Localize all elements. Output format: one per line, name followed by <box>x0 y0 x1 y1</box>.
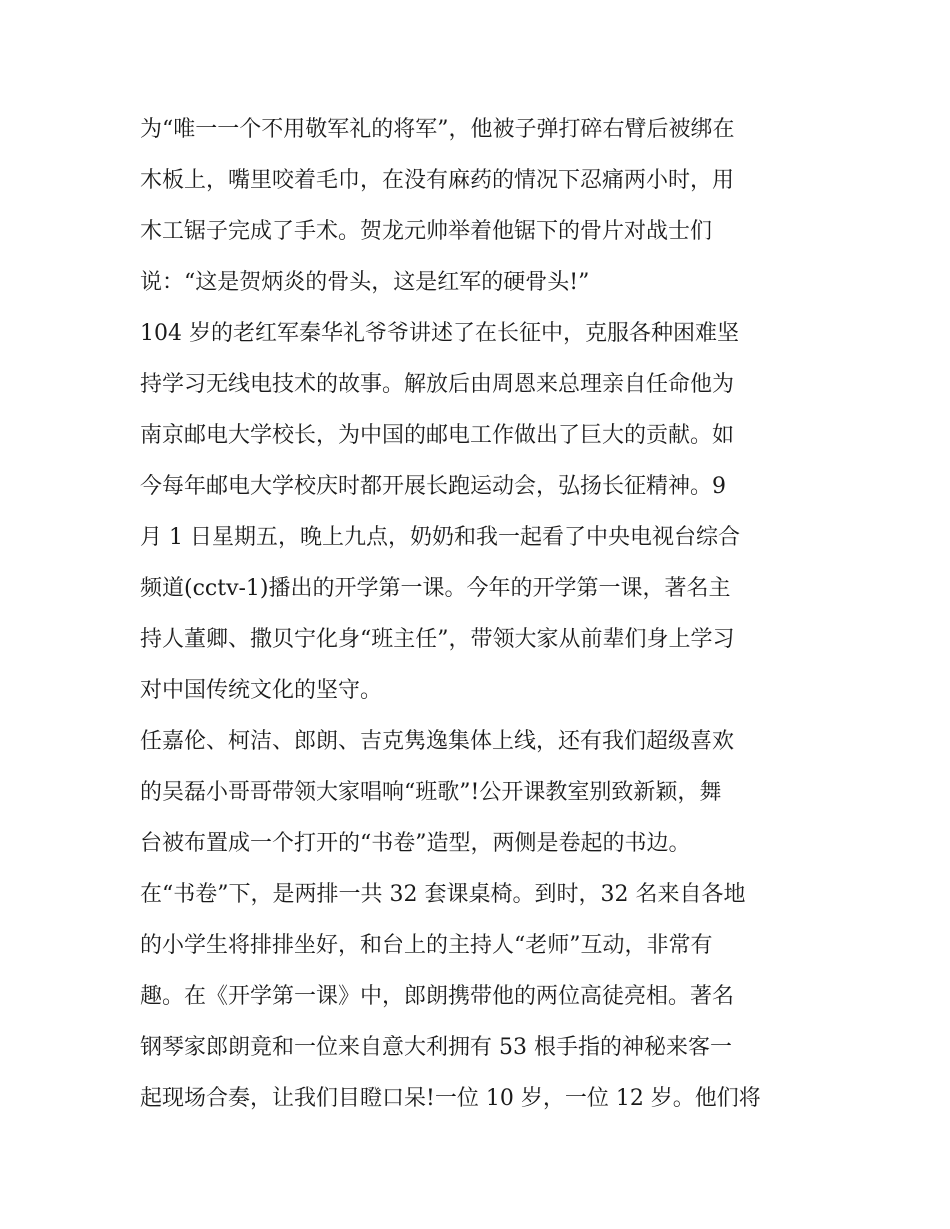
text-line: 为“唯一一个不用敬军礼的将军”，他被子弹打碎右臂后被绑在 <box>140 117 735 142</box>
text-line: 任嘉伦、柯洁、郎朗、吉克隽逸集体上线，还有我们超级喜欢 <box>140 729 735 754</box>
paragraph-4 <box>140 869 812 1124</box>
text-line: 104 岁的老红军秦华礼爷爷讲述了在长征中，克服各种困难坚 <box>140 321 739 346</box>
text-line: 木工锯子完成了手术。贺龙元帅举着他锯下的骨片对战士们 <box>140 219 713 244</box>
text-line: 的小学生将排排坐好，和台上的主持人“老师”互动，非常有 <box>140 933 713 958</box>
text-line: 木板上，嘴里咬着毛巾，在没有麻药的情况下忍痛两小时，用 <box>140 168 735 193</box>
text-line: 持学习无线电技术的故事。解放后由周恩来总理亲自任命他为 <box>140 372 735 397</box>
document-body <box>140 104 812 1124</box>
text-line: 今每年邮电大学校庆时都开展长跑运动会，弘扬长征精神。9 <box>140 474 726 499</box>
text-line: 台被布置成一个打开的“书卷”造型，两侧是卷起的书边。 <box>140 831 691 856</box>
paragraph-1 <box>140 104 812 308</box>
text-line: 的吴磊小哥哥带领大家唱响“班歌”!公开课教室别致新颖，舞 <box>140 780 722 805</box>
text-line: 对中国传统文化的坚守。 <box>140 678 383 703</box>
paragraph-2 <box>140 308 812 716</box>
text-line: 说：“这是贺炳炎的骨头，这是红军的硬骨头!” <box>140 270 590 295</box>
text-line: 起现场合奏，让我们目瞪口呆!一位 10 岁，一位 12 岁。他们将 <box>140 1086 761 1111</box>
text-line: 趣。在《开学第一课》中，郎朗携带他的两位高徒亮相。著名 <box>140 984 735 1009</box>
text-line: 持人董卿、撒贝宁化身“班主任”，带领大家从前辈们身上学习 <box>140 627 735 652</box>
text-line: 月 1 日星期五，晚上九点，奶奶和我一起看了中央电视台综合 <box>140 525 740 550</box>
text-line: 南京邮电大学校长，为中国的邮电工作做出了巨大的贡献。如 <box>140 423 735 448</box>
text-line: 频道(cctv-1)播出的开学第一课。今年的开学第一课，著名主 <box>140 576 731 601</box>
paragraph-3 <box>140 716 812 869</box>
text-line: 在“书卷”下，是两排一共 32 套课桌椅。到时，32 名来自各地 <box>140 882 746 907</box>
text-line: 钢琴家郎朗竟和一位来自意大利拥有 53 根手指的神秘来客一 <box>140 1035 732 1060</box>
